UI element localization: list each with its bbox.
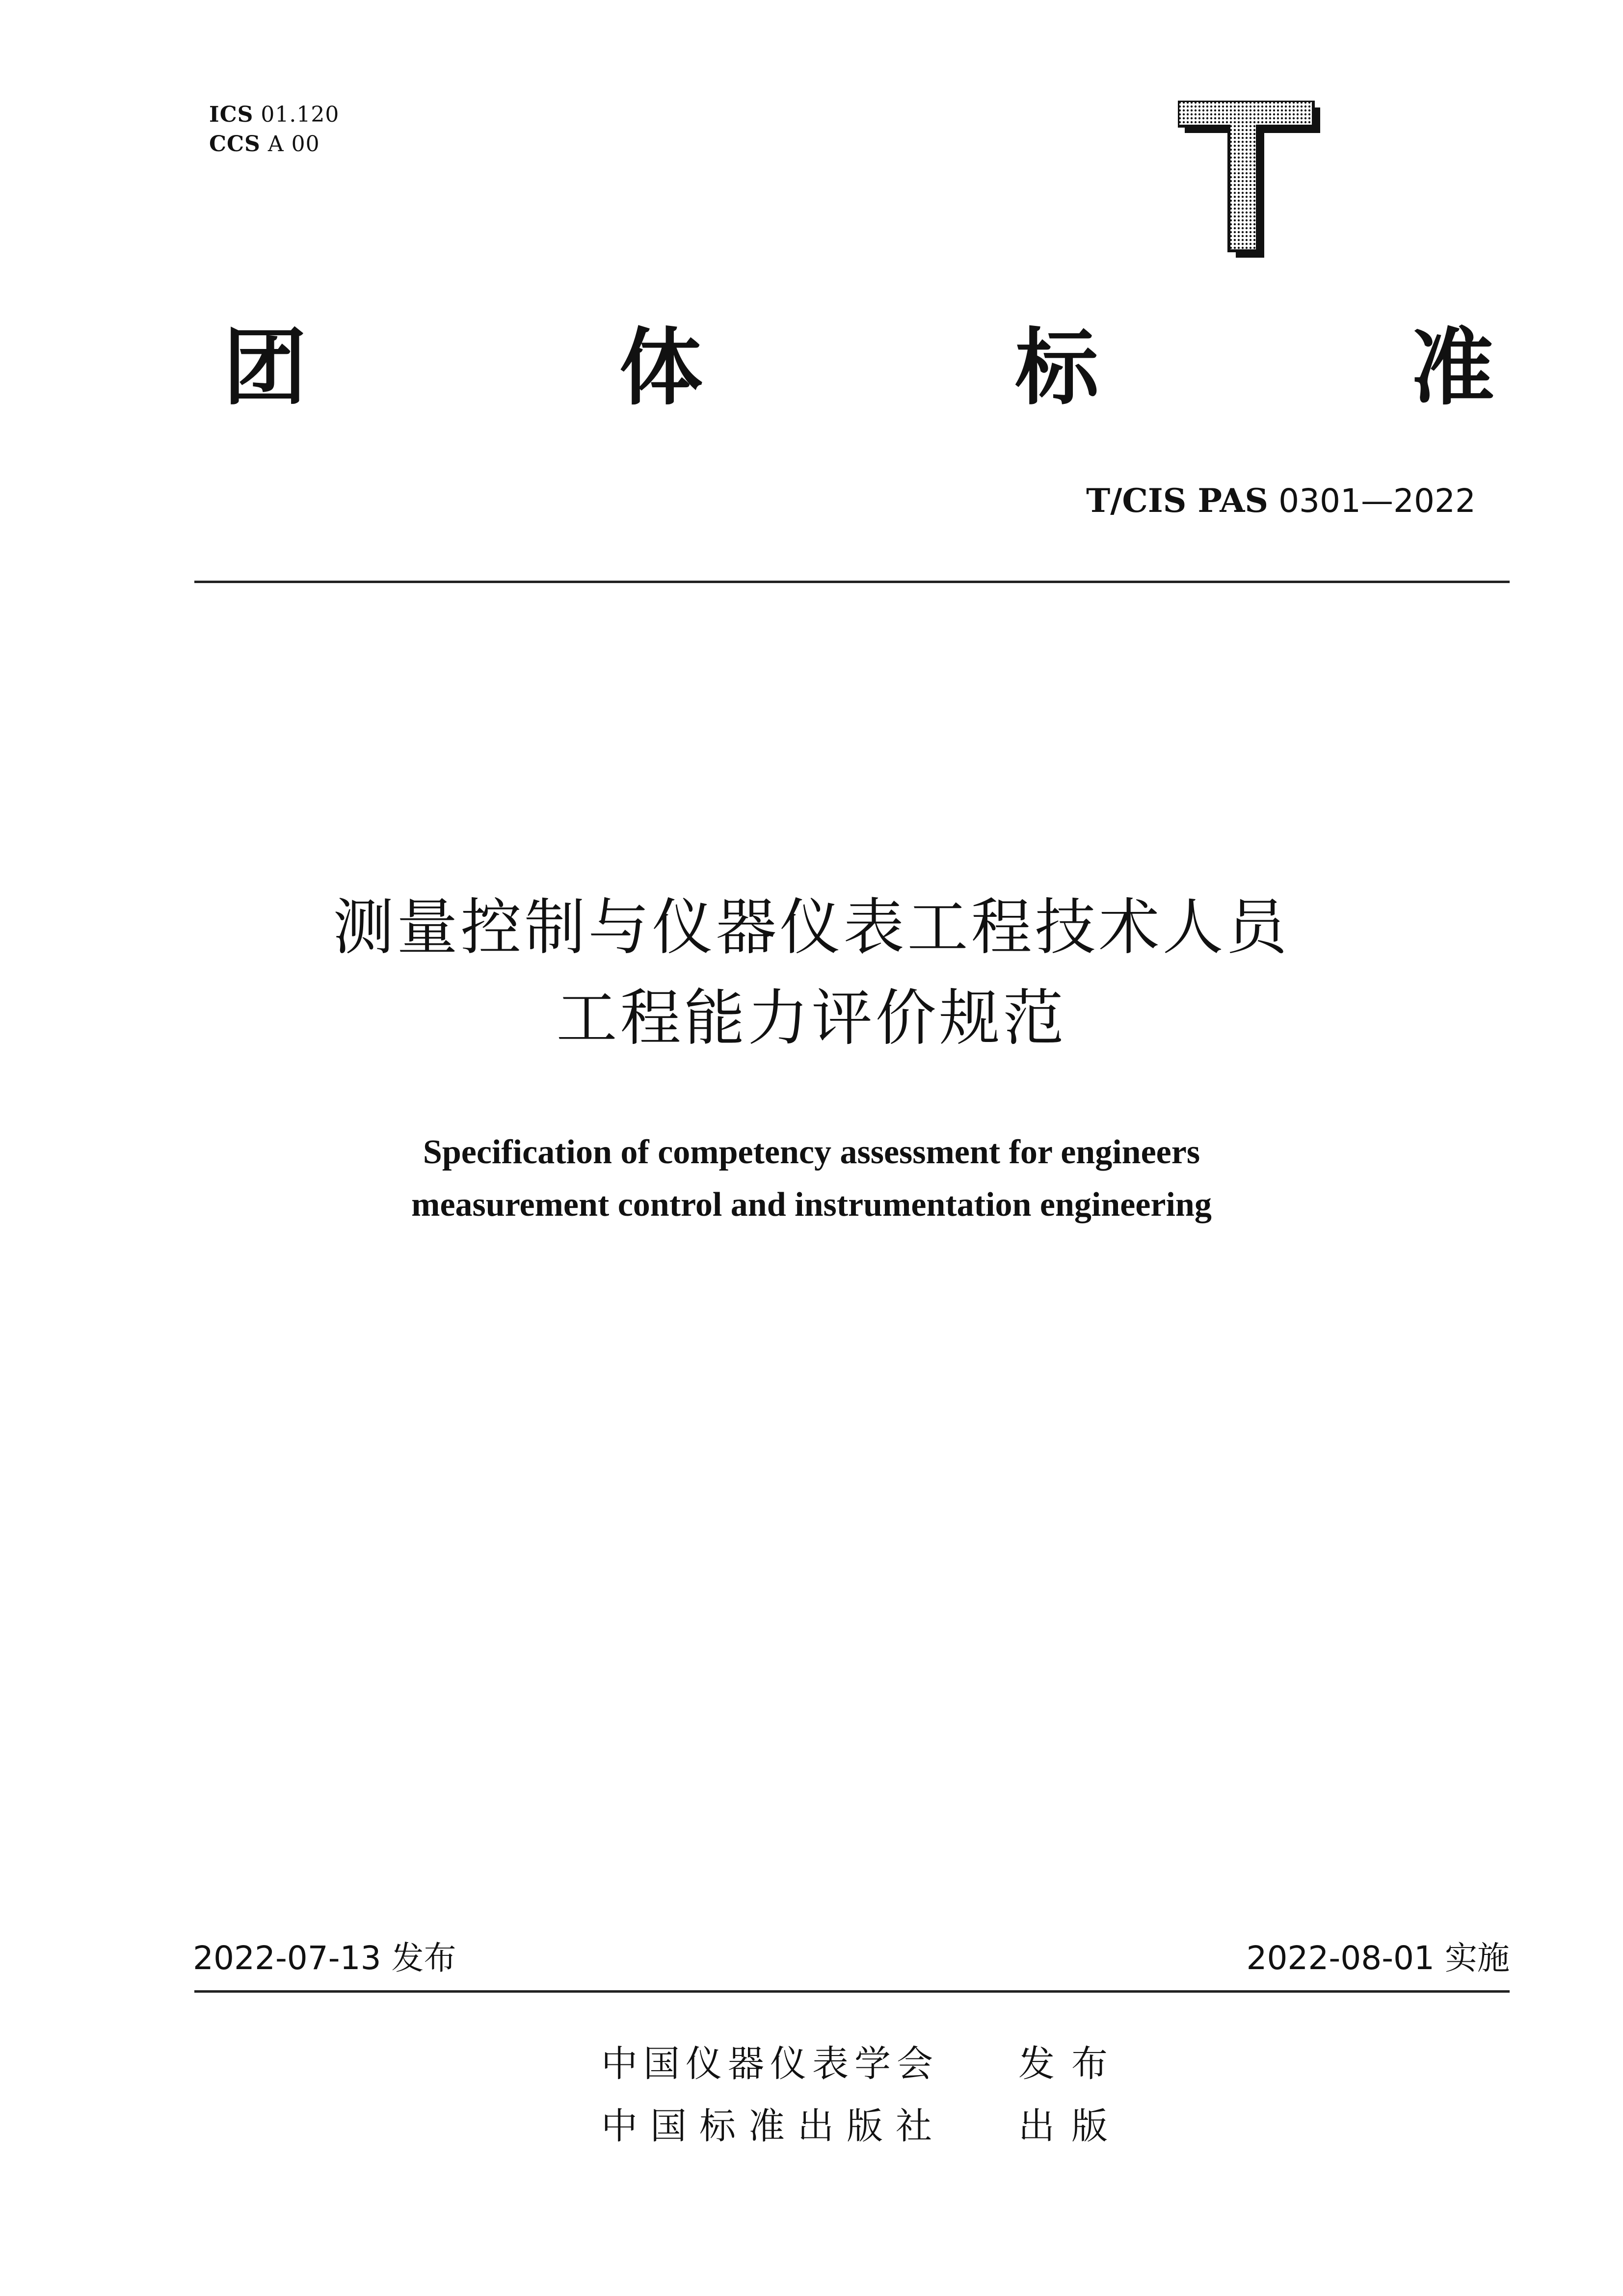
ccs-label: CCS — [209, 132, 261, 157]
standard-type-heading — [223, 319, 1494, 417]
title-cn-line-1: 测量控制与仪器仪表工程技术人员 — [333, 892, 1290, 963]
standard-t-logo-icon — [1178, 101, 1320, 258]
header-divider — [194, 581, 1510, 583]
publisher-role: 出版 — [1018, 2105, 1124, 2147]
ics-code: 01.120 — [261, 102, 340, 127]
standard-type-char: 团 — [223, 320, 307, 417]
implementation-date: 2022-08-01 实施 — [1246, 1939, 1510, 1977]
ics-label: ICS — [209, 102, 254, 127]
standard-code: T/CIS PAS — [1086, 481, 1269, 520]
ccs-classification — [194, 103, 320, 158]
standard-type-char: 体 — [619, 320, 703, 417]
standard-serial: 0301—2022 — [1278, 482, 1476, 520]
publisher-role: 发布 — [1018, 2043, 1124, 2085]
title-en-line-2: measurement control and instrumentation engineering — [411, 1186, 1212, 1224]
standard-type-char: 标 — [1015, 320, 1099, 417]
standard-type-char: 准 — [1410, 320, 1494, 417]
title-cn-line-2: 工程能力评价规范 — [556, 983, 1067, 1054]
publisher-name: 中国仪器仪表学会 — [601, 2043, 939, 2085]
standard-number — [1086, 479, 1476, 523]
ccs-code: A 00 — [267, 132, 320, 157]
title-en-line-1: Specification of competency assessment for engineers — [423, 1133, 1200, 1171]
issue-date: 2022-07-13 发布 — [193, 1939, 456, 1977]
publisher-name: 中国标准出版社 — [601, 2105, 945, 2147]
footer-divider — [194, 1990, 1510, 1993]
